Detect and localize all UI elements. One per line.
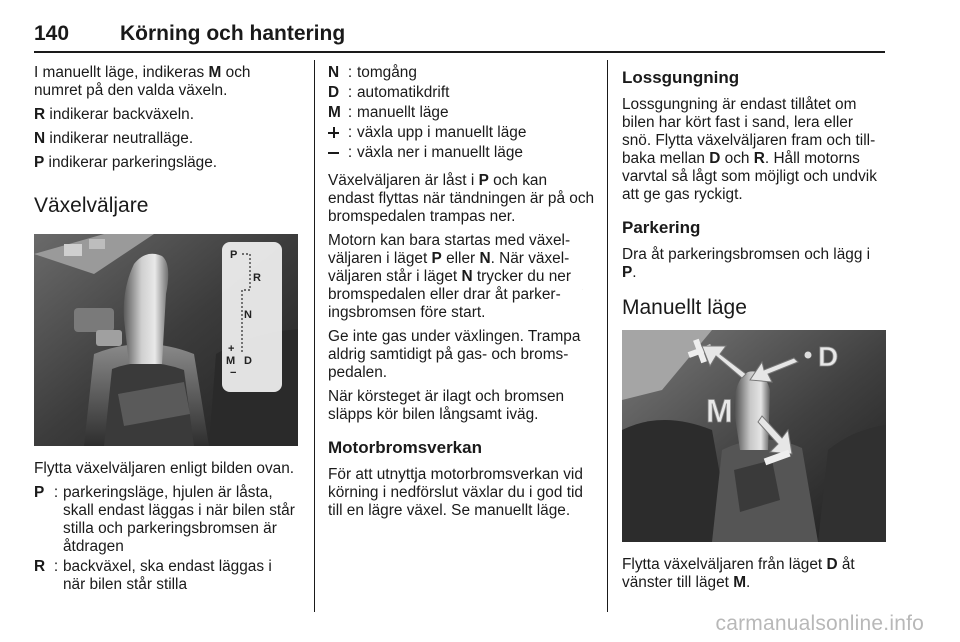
- dash-button-icon: [89, 239, 105, 249]
- gate-label-m: M: [226, 355, 236, 367]
- gear-definition-list: [34, 484, 296, 596]
- console-button-icon: [96, 330, 122, 346]
- gate-label-n: N: [244, 309, 252, 321]
- definition-row: : växla upp i manuellt läge: [328, 124, 596, 144]
- gear-definition-list: [328, 64, 596, 164]
- page-number: 140: [34, 22, 70, 45]
- definition-row: P : parkeringsläge, hjulen är låsta, skall endast läggas i när bilen står stilla och parkeringsbromsen är åtdragen: [34, 484, 295, 555]
- dot-icon: [805, 352, 812, 359]
- header-rule: [34, 51, 885, 53]
- section-heading-parking: Parkering: [622, 218, 701, 237]
- gate-label-r: R: [253, 272, 261, 284]
- plus-label: +: [582, 290, 583, 291]
- n-paragraph: N indikerar neutralläge.: [34, 130, 194, 147]
- gate-label-minus: −: [230, 367, 237, 379]
- column-divider: [607, 60, 608, 612]
- gate-label-plus: +: [228, 343, 235, 355]
- section-heading-engine-braking: Motorbromsverkan: [328, 438, 482, 457]
- shift-knob-icon: [734, 371, 770, 450]
- definition-row: N : tomgång: [328, 64, 417, 81]
- dash-button-icon: [64, 244, 82, 256]
- definition-row: R : backväxel, ska endast läggas i när bilen står stilla: [34, 558, 272, 593]
- chapter-title: Körning och hantering: [120, 22, 346, 45]
- m-label: M: [706, 393, 733, 429]
- intro-paragraph: I manuellt läge, indikeras M och numret på den valda växeln.: [34, 64, 251, 99]
- gate-label-d: D: [244, 355, 252, 367]
- definition-row: D : automatikdrift: [328, 84, 450, 101]
- paragraph-throttle: Ge inte gas under växlingen. Trampa aldrig samtidigt på gas- och bromspedalen.: [328, 328, 581, 381]
- section-heading-gear-selector: Växelväljare: [34, 194, 149, 217]
- minus-icon: [328, 147, 339, 158]
- column-middle: [328, 64, 596, 526]
- r-paragraph: R indikerar backväxeln.: [34, 106, 194, 123]
- definition-row: : växla ner i manuellt läge: [328, 144, 596, 164]
- watermark: carmanualsonline.info: [715, 612, 924, 635]
- gear-selector-illustration: [34, 234, 298, 446]
- paragraph-lock: Växelväljaren är låst i P och kan endast flyttas när tändningen är på och bromspedalen trampas ner.: [328, 172, 595, 225]
- column-right: [582, 64, 886, 598]
- gear-selector-image: [34, 234, 298, 446]
- page-header: [34, 22, 885, 54]
- gate-label-p: P: [230, 249, 238, 261]
- d-label: D: [818, 341, 839, 372]
- definition-row: M : manuellt läge: [328, 104, 449, 121]
- paragraph-engine-braking: För att utnyttja motorbromsverkan vid körning i nedförslut växlar du i god tid till en lägre växel. Se manuellt läge.: [328, 466, 583, 519]
- figure-caption: Flytta växelväljaren från läget D åt vänster till läget M.: [622, 556, 855, 591]
- paragraph-rocking: Lossgungning är endast tillåtet om bilen har kört fast i sand, lera eller snö. Flytta växelväljaren fram och tillbaka mellan D och R. Håll motorns varvtal så lågt som möjligt och undvik att ge gas ryckigt.: [622, 96, 877, 203]
- paragraph-parking: Dra åt parkeringsbromsen och lägg i P.: [622, 246, 871, 281]
- column-left: [34, 64, 296, 604]
- section-heading-manual-mode: Manuellt läge: [622, 296, 747, 319]
- figure-caption: Flytta växelväljaren enligt bilden ovan.: [34, 460, 295, 477]
- column-divider: [314, 60, 315, 612]
- paragraph-creep: När körsteget är ilagt och bromsen släpps kör bilen långsamt iväg.: [328, 388, 565, 423]
- plus-icon: [328, 127, 339, 138]
- p-paragraph: P indikerar parkeringsläge.: [34, 154, 218, 171]
- section-heading-rocking: Lossgungning: [622, 68, 740, 87]
- console-button-icon: [74, 308, 114, 332]
- paragraph-start: Motorn kan bara startas med växelväljaren i läget P eller N. När växelväljaren står i läget N trycker du ner bromspedalen eller drar åt parkeringsbromsen före start.: [328, 232, 571, 321]
